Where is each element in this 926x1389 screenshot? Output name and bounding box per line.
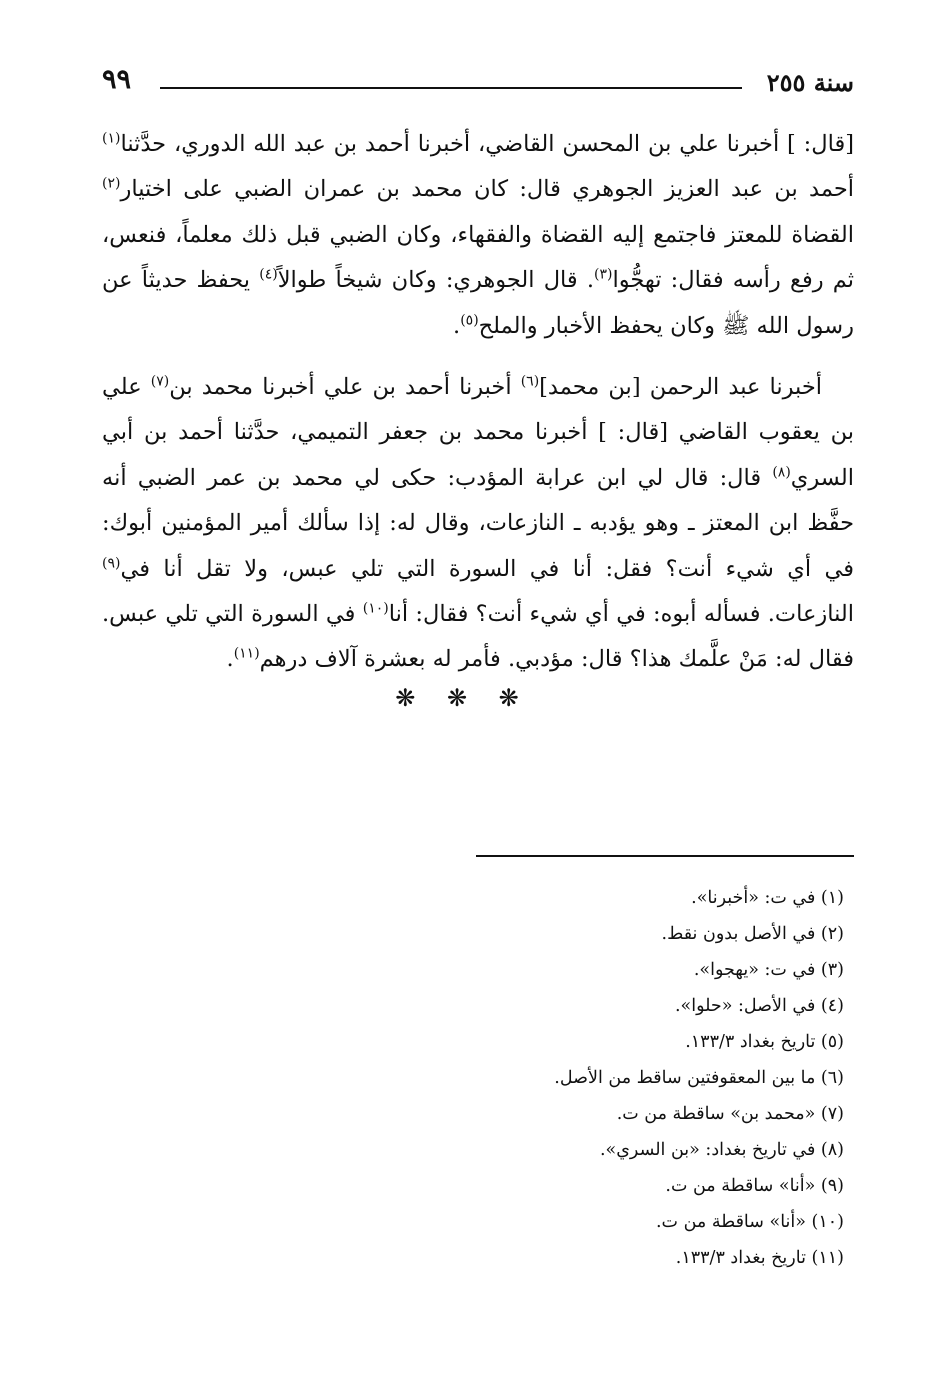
- header-rule: [160, 87, 742, 89]
- text-segment: أخبرنا عبد الرحمن [بن محمد]: [539, 374, 822, 401]
- footnote-item: (٦) ما بين المعقوفتين ساقط من الأصل.: [554, 1068, 844, 1088]
- footnote-ref: (٤): [259, 266, 278, 283]
- text-segment: في السورة التي تلي عبس. فقال له: مَنْ علَّمك هذا؟ قال: مؤدبي. فأمر له بعشرة آلاف درهم: [102, 601, 854, 673]
- text-segment: قال: قال لي ابن عرابة المؤدب: حكى لي محمد بن عمر الضبي أنه حفَّظ ابن المعتز ـ وهو يؤدبه ـ النازعات، وقال له: إذا سألك أمير المؤمنين أبوك: في أي شيء أنت؟ فقل: أنا في السورة التي تلي عبس، ولا تقل أنا في: [102, 464, 854, 582]
- text-segment: [قال: ] أخبرنا علي بن المحسن القاضي، أخبرنا أحمد بن عبد الله الدوري، حدَّثنا: [120, 131, 854, 157]
- footnote-item: (٩) «أنا» ساقطة من ت.: [665, 1176, 844, 1196]
- main-text: [102, 122, 854, 683]
- text-segment: أحمد بن عبد العزيز الجوهري قال: كان محمد بن عمران الضبي على اختيار: [120, 176, 854, 203]
- running-head-year: سنة ٢٥٥: [766, 68, 854, 97]
- text-segment: .: [453, 312, 461, 339]
- page-number: ٩٩: [102, 64, 132, 95]
- footnote-rule: [476, 855, 854, 857]
- section-separator: ❋ ❋ ❋: [395, 684, 531, 712]
- footnote-ref: (١٠): [362, 600, 389, 617]
- footnote-item: (٨) في تاريخ بغداد: «بن السري».: [599, 1140, 844, 1160]
- footnote-ref: (٩): [102, 555, 121, 572]
- page-header: [102, 64, 854, 100]
- footnote-ref: (٧): [150, 373, 170, 390]
- footnotes-list: [102, 880, 844, 1276]
- text-segment: .: [226, 646, 234, 673]
- paragraph-2: [102, 365, 854, 683]
- footnote-item: (٣) في ت: «يهجوا».: [693, 960, 844, 980]
- text-segment: القضاة للمعتز فاجتمع إليه القضاة والفقهاء، وكان الضبي قبل ذلك معلماً، فنعس، ثم رفع رأسه فقال: تهجُّوا: [102, 221, 854, 294]
- footnote-item: (١٠) «أنا» ساقطة من ت.: [655, 1212, 844, 1232]
- text-segment: أخبرنا أحمد بن علي أخبرنا محمد بن: [169, 374, 521, 401]
- footnote-item: (١١) تاريخ بغداد ١٣٣/٣.: [675, 1248, 844, 1268]
- footnote-ref: (١): [102, 130, 121, 147]
- footnote-ref: (٨): [772, 464, 791, 481]
- footnote-ref: (٢): [102, 175, 121, 192]
- text-segment: يحفظ حديثاً عن رسول الله ﷺ وكان يحفظ الأخبار والملح: [102, 267, 854, 339]
- footnote-ref: (٣): [594, 266, 613, 283]
- paragraph-1: [102, 122, 854, 349]
- footnote-item: (٥) تاريخ بغداد ١٣٣/٣.: [685, 1032, 844, 1052]
- text-segment: . قال الجوهري: وكان شيخاً طوالاً: [277, 267, 594, 294]
- footnote-item: (٤) في الأصل: «حلوا».: [674, 996, 844, 1016]
- footnote-ref: (١١): [233, 645, 260, 662]
- footnote-item: (٢) في الأصل بدون نقط.: [661, 924, 844, 944]
- footnote-ref: (٥): [460, 312, 479, 329]
- text-segment: علي بن يعقوب القاضي [قال: ] أخبرنا محمد بن جعفر التميمي، حدَّثنا أحمد بن أبي السري: [102, 374, 854, 491]
- footnote-item: (٧) «محمد بن» ساقطة من ت.: [616, 1104, 844, 1124]
- footnote-ref: (٦): [520, 373, 540, 390]
- footnote-item: (١) في ت: «أخبرنا».: [691, 888, 844, 908]
- text-segment: النازعات. فسأله أبوه: في أي شيء أنت؟ فقال: أنا: [388, 601, 854, 628]
